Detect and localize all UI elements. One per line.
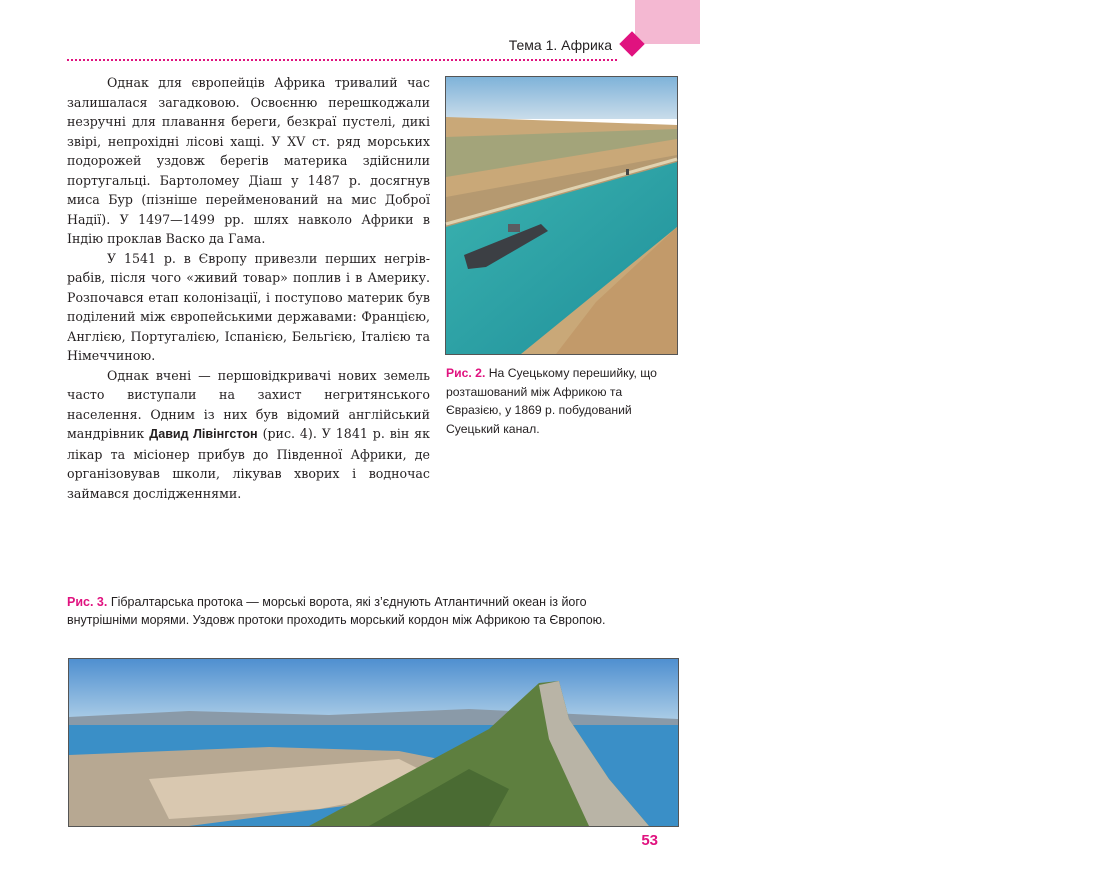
suez-canal-photo bbox=[445, 76, 1110, 355]
figure-2-caption bbox=[446, 364, 676, 438]
section-header: Тема 1. Африка bbox=[508, 37, 612, 53]
paragraph-3-text: Однак вчені — першовідкривачі нових земель часто виступали на захист негритянського населення. Одним із них був відомий англійський мандрівник bbox=[67, 367, 430, 441]
figure-2-label: Рис. 2. bbox=[446, 366, 486, 380]
figure-3-text: Гібралтарська протока — морські ворота, які з’єднують Атлантичний океан із його внутрішніми морями. Уздовж протоки проходить морський кордон між Африкою та Європою. bbox=[67, 595, 606, 627]
person-name: Давид Лівінгстон bbox=[149, 427, 258, 441]
figure-3-caption bbox=[67, 593, 627, 629]
header-divider bbox=[67, 59, 617, 61]
paragraph-3-text-end: (рис. 4). У 1841 р. він як лікар та місіонер прибув до Південної Африки, де організовував школи, лікував хворих і водночас займався дослідженнями. bbox=[67, 426, 430, 501]
figure-2-text: На Суецькому перешийку, що розташований між Африкою та Євразією, у 1869 р. побудований Суецький канал. bbox=[446, 366, 657, 436]
gibraltar-panorama-photo bbox=[68, 658, 679, 827]
photo-credit: © Mikael Grmek bbox=[1101, 189, 1110, 247]
figure-3-label: Рис. 3. bbox=[67, 595, 108, 609]
page-number: 53 bbox=[641, 832, 658, 849]
main-text-column bbox=[67, 73, 430, 503]
corner-tab bbox=[635, 0, 700, 44]
paragraph-3 bbox=[67, 366, 430, 504]
paragraph-2: У 1541 р. в Європу привезли перших негрів-рабів, після чого «живий товар» поплив і в Америку. Розпочався етап колонізації, і поступово материк був поділений між європейськими державами: Францією, Англією, Португалією, Іспанією, Бельгією, Італією та Німеччиною. bbox=[67, 250, 430, 363]
paragraph-1: Однак для європейців Африка тривалий час залишалася загадковою. Освоєнню перешкоджали незручні для плавання береги, безкраї пустелі, дикі звірі, непрохідні лісові хащі. У XV ст. ряд морських подорожей уздовж берегів материка здійснили португальці. Бартоломеу Діаш у 1487 р. досягнув миса Бур (пізніше перейменований на мис Доброї Надії). У 1497—1499 рр. шлях навколо Африки в Індію проклав Васко да Гама. bbox=[67, 75, 430, 246]
